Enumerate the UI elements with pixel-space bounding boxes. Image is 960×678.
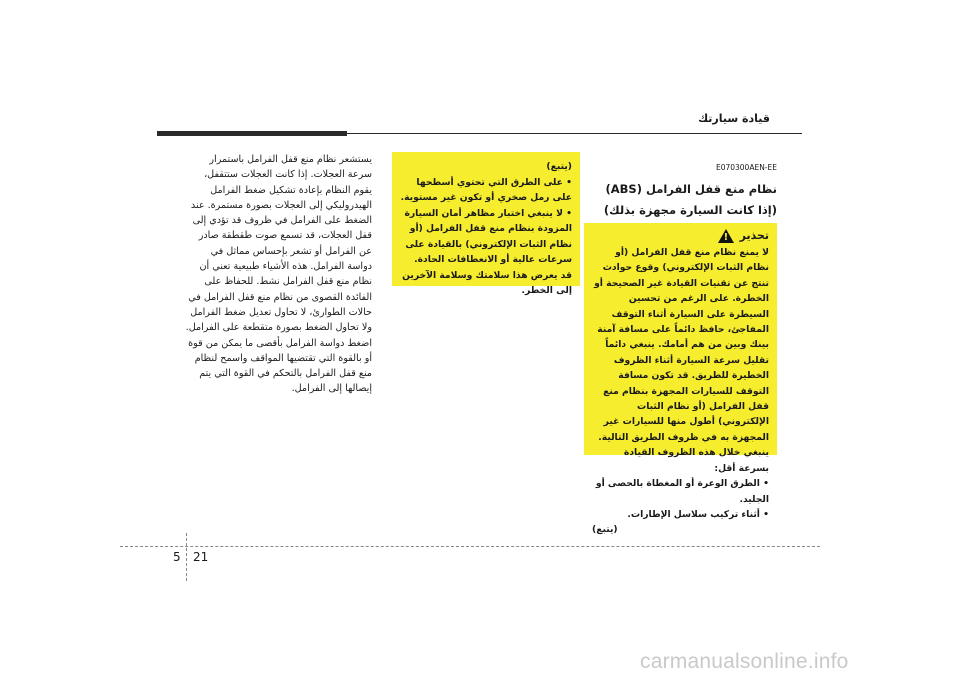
warning-box	[392, 152, 580, 296]
abs-description-paragraph: يستشعر نظام منع قفل الفرامل باستمرار سرعة العجلات. إذا كانت العجلات ستتقفل، يقوم النظام بإعادة تشكيل ضغط الفرامل الهيدروليكي إلى العجلات بصورة مستمرة. عند الضغط على الفرامل في ظروف قد تؤدي إلى قفل العجلات، قد تسمع صوت طقطقة صادر عن الفرامل أو تشعر بإحساس مماثل في دواسة الفرامل. هذه الأشياء طبيعية تعني أن نظام منع قفل الفرامل نشط. للحفاظ على الفائدة القصوى من نظام منع قفل الفرامل في حالات الطوارئ، لا تحاول تعديل ضغط الفرامل ولا تحاول الضغط بصورة متقطعة على الفرامل. اضغط دواسة الفرامل بأقصى ما يمكن من قوة أو بالقوة التي تقتضيها المواقف واسمح لنظام منع قفل الفرامل بالتحكم في القوة التي يتم إيصالها إلى الفرامل.	[185, 154, 372, 395]
chapter-number: 5	[173, 550, 181, 564]
left-column	[184, 152, 372, 397]
caution-box	[584, 223, 777, 536]
caution-bullet: • الطرق الوعرة أو المغطاة بالحصى أو الجليد.	[595, 478, 769, 505]
caution-continued-label: (يتبع)	[592, 524, 618, 536]
header-rule-thin	[347, 133, 802, 134]
header-rule-thick	[157, 131, 347, 136]
caution-paragraph: ينبغي خلال هذه الظروف القيادة بسرعة أقل:	[623, 447, 769, 474]
warning-continued-label: (يتبع)	[546, 161, 572, 172]
caution-bullet: • أثناء تركيب سلاسل الإطارات.	[627, 508, 769, 520]
section-title	[597, 179, 777, 221]
section-code: E070300AEN-EE	[715, 163, 777, 172]
warning-bullet: • على الطرق التي تحتوي أسطحها على رمل صخري أو تكون غير مستوية.	[400, 176, 572, 203]
warning-triangle-icon	[718, 229, 734, 243]
caution-heading	[592, 227, 769, 245]
watermark: carmanualsonline.info	[640, 650, 849, 673]
footer-dashed-rule	[120, 546, 820, 547]
page-header-title: قيادة سيارتك	[698, 112, 770, 125]
warning-bullet: • لا ينبغي اختبار مظاهر أمان السيارة المزودة بنظام منع قفل الفرامل (أو نظام الثبات الإلكتروني) بالقيادة على سرعات عالية أو الانعطافات الحادة. قد يعرض هذا سلامتك وسلامة الآخرين إلى الخطر.	[402, 207, 572, 296]
caution-word: تحذير	[739, 229, 769, 243]
footer-vertical-divider	[186, 533, 187, 581]
page-number: 21	[193, 550, 209, 564]
section-title-line2: (إذا كانت السيارة مجهزة بذلك)	[603, 203, 777, 217]
caution-paragraph: لا يمنع نظام منع قفل الفرامل (أو نظام الثبات الإلكتروني) وقوع حوادث تنتج عن تقنيات القيادة غير الصحيحة أو الخطرة. على الرغم من تحسين السيطرة على السيارة أثناء التوقف المفاجئ، حافظ دائماً على مسافة آمنة بينك وبين من هم أمامك. ينبغي دائماً تقليل سرعة السيارة أثناء الظروف الخطيرة للطريق. قد تكون مسافة التوقف للسيارات المجهزة بنظام منع قفل الفرامل (أو نظام الثبات الإلكتروني) أطول منها للسيارات غير المجهزة به في ظروف الطريق التالية.	[594, 247, 769, 443]
section-title-line1: نظام منع قفل الفرامل (ABS)	[605, 182, 777, 196]
